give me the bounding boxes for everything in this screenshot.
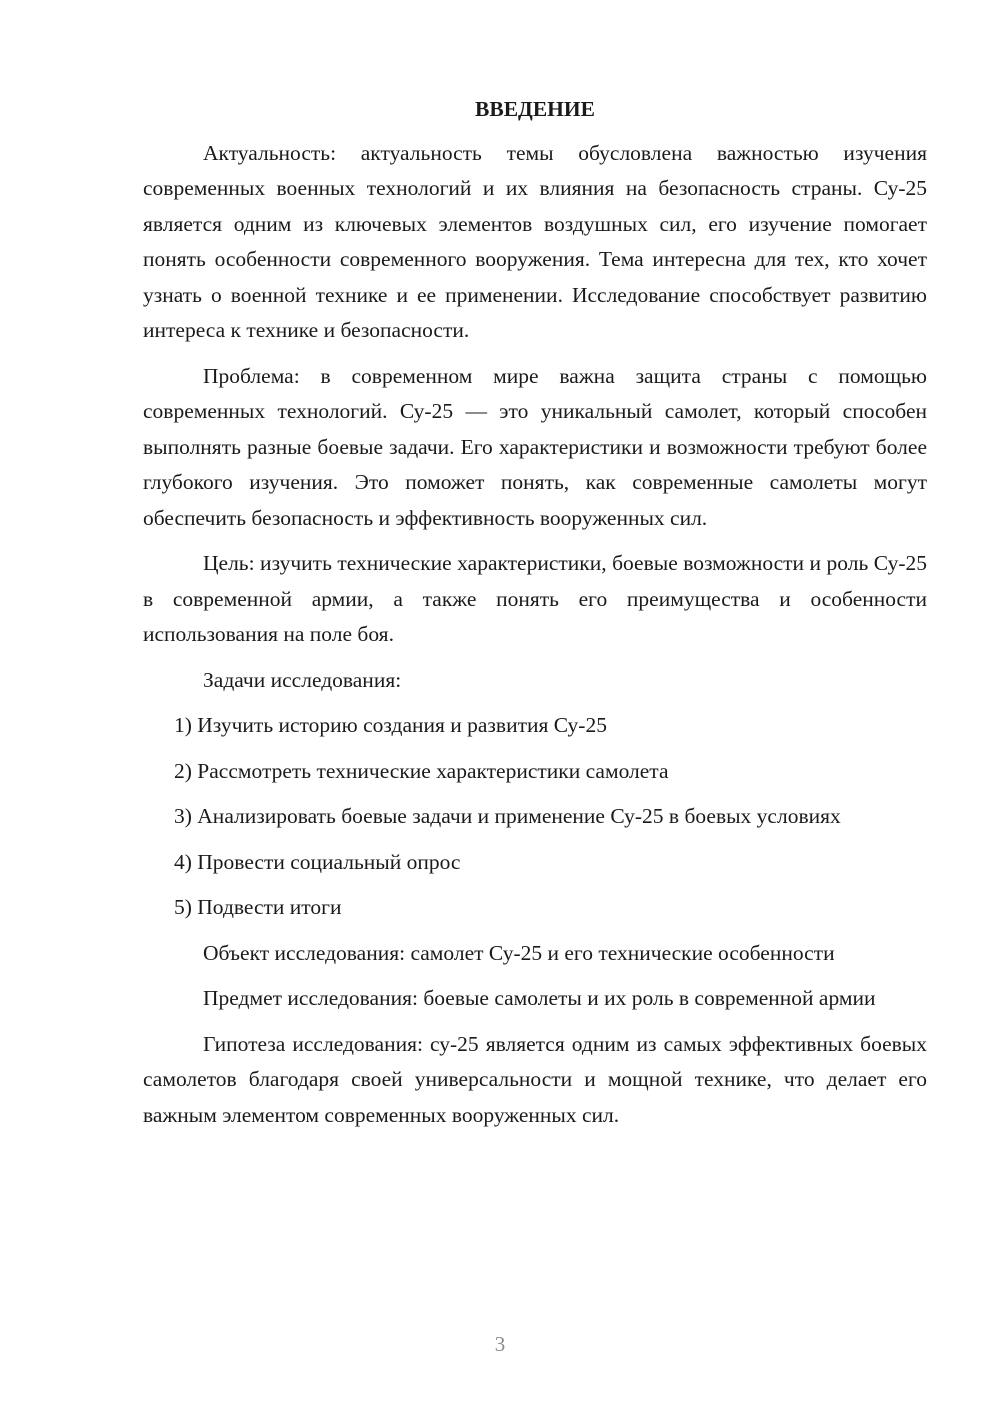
- page-title: ВВЕДЕНИЕ: [475, 97, 595, 121]
- task-item: 5) Подвести итоги: [174, 895, 342, 919]
- page-content: [143, 92, 927, 1143]
- tasks-heading: Задачи исследования:: [203, 667, 402, 692]
- paragraph-subject: Предмет исследования: боевые самолеты и их роль в современной армии: [203, 986, 876, 1010]
- paragraph-object: Объект исследования: самолет Су-25 и его технические особенности: [203, 940, 835, 965]
- paragraph-problem: Проблема: в современном мире важна защита страны с помощью современных технологий. Су-25 — это уникальный самолет, который способен выполнять разные боевые задачи. Его характеристики и возможности требуют более глубокого изучения. Это поможет понять, как современные самолеты могут обеспечить безопасность и эффективность вооруженных сил.: [143, 363, 927, 530]
- task-item: 2) Рассмотреть технические характеристики самолета: [174, 758, 669, 783]
- paragraph-hypothesis: Гипотеза исследования: су-25 является одним из самых эффективных боевых самолетов благодаря своей универсальности и мощной технике, что делает его важным элементом современных вооруженных сил.: [143, 1031, 927, 1127]
- paragraph-goal: Цель: изучить технические характеристики, боевые возможности и роль Су-25 в современной армии, а также понять его преимущества и особенности использования на поле боя.: [143, 551, 927, 646]
- paragraph-relevance: Актуальность: актуальность темы обусловлена важностью изучения современных военных технологий и их влияния на безопасность страны. Су-25 является одним из ключевых элементов воздушных сил, его изучение помогает понять особенности современного вооружения. Тема интересна для тех, кто хочет узнать о военной технике и ее применении. Исследование способствует развитию интереса к технике и безопасности.: [143, 140, 927, 342]
- task-item: 4) Провести социальный опрос: [174, 849, 461, 874]
- page-number: 3: [494, 1332, 506, 1356]
- task-item: 3) Анализировать боевые задачи и применение Су-25 в боевых условиях: [174, 804, 841, 828]
- task-item: 1) Изучить историю создания и развития Су-25: [174, 713, 607, 737]
